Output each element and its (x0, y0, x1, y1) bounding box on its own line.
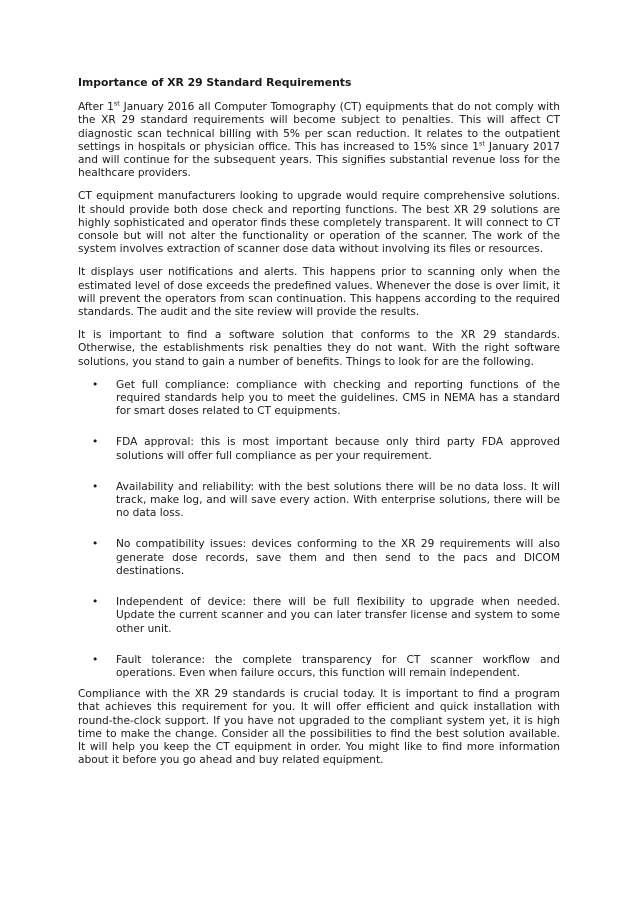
superscript-st: st (478, 139, 485, 148)
bullet-icon: • (92, 436, 99, 449)
list-item (78, 596, 560, 636)
bullet-icon: • (92, 480, 99, 493)
document-page (78, 76, 560, 777)
list-item-text: No compatibility issues: devices conforming to the XR 29 requirements will also generate dose records, save them and then send to the pacs and DICOM destinations. (116, 538, 560, 577)
list-item (78, 481, 560, 521)
bullet-icon: • (92, 378, 99, 391)
benefits-list (78, 379, 560, 680)
paragraph-notifications: It displays user notifications and alerts. This happens prior to scanning only when the estimated level of dose exceeds the predefined values. Whenever the dose is over limit, it will prevent the operators from scan continuation. This happens according to the required standards. The audit and the site review will provide the results. (78, 266, 560, 319)
list-item-text: Fault tolerance: the complete transparency for CT scanner workflow and operations. Even when failure occurs, this function will remain independent. (116, 653, 560, 679)
list-item (78, 436, 560, 462)
list-item (78, 654, 560, 680)
paragraph-conclusion: Compliance with the XR 29 standards is crucial today. It is important to find a program that achieves this requirement for you. It will offer efficient and quick installation with round-the-clock support. If you have not upgraded to the compliant system yet, it is high time to make the change. Consider all the possibilities to find the best solution available. It will help you keep the CT equipment in order. You might like to find more information about it before you go ahead and buy related equipment. (78, 688, 560, 767)
list-item-text: Get full compliance: compliance with checking and reporting functions of the required standards help you to meet the guidelines. CMS in NEMA has a standard for smart doses related to CT equipments. (116, 378, 560, 418)
list-item-text: FDA approval: this is most important because only third party FDA approved solutions will offer full compliance as per your requirement. (116, 436, 560, 462)
paragraph-software-solution: It is important to find a software solution that conforms to the XR 29 standards. Otherwise, the establishments risk penalties they do not want. With the right software solutions, you stand to gain a number of benefits. Things to look for are the following. (78, 329, 560, 368)
bullet-icon: • (92, 653, 99, 666)
list-item-text: Independent of device: there will be full flexibility to upgrade when needed. Update the current scanner and you can later transfer license and system to some other unit. (116, 596, 560, 635)
paragraph-intro (78, 101, 560, 180)
bullet-icon: • (92, 596, 99, 609)
list-item (78, 379, 560, 419)
paragraph-intro-part-a: After 1 (78, 101, 114, 114)
paragraph-intro-part-b: January 2016 all Computer Tomography (CT) equipments that do not comply with the XR 29 standard requirements will become subject to penalties. This will affect CT diagnostic scan technical billing with 5% per scan reduction. It relates to the outpatient settings in hospitals or physician office. This has increased to 15% since 1 (78, 101, 560, 153)
superscript-st: st (113, 99, 120, 108)
paragraph-intro-part-c: January 2017 and will continue for the subsequent years. This signifies substantial revenue loss for the healthcare providers. (78, 140, 560, 180)
list-item-text: Availability and reliability: with the best solutions there will be no data loss. It will track, make log, and will save every action. With enterprise solutions, there will be no data loss. (116, 480, 560, 520)
document-title: Importance of XR 29 Standard Requirements (78, 76, 352, 89)
paragraph-manufacturers: CT equipment manufacturers looking to upgrade would require comprehensive solutions. It should provide both dose check and reporting functions. The best XR 29 solutions are highly sophisticated and operator finds these completely transparent. It will connect to CT console but will not alter the functionality or operation of the scanner. The work of the system involves extraction of scanner dose data without involving its files or resources. (78, 190, 560, 256)
bullet-icon: • (92, 538, 99, 551)
list-item (78, 538, 560, 578)
